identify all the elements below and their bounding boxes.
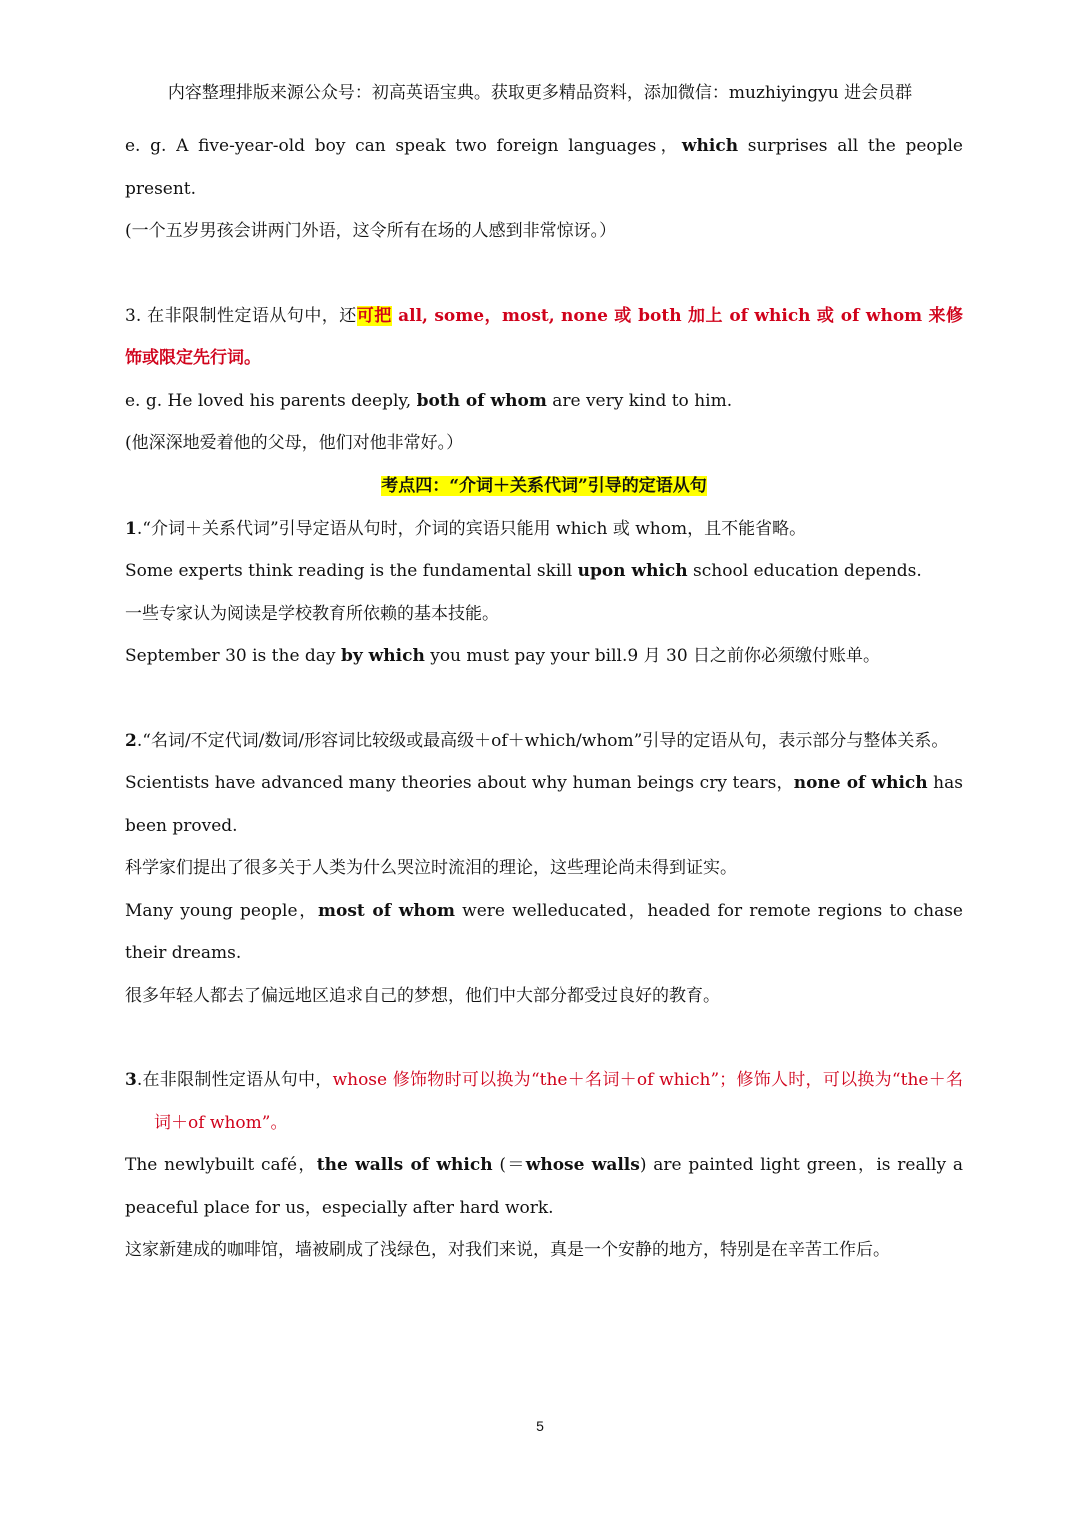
example-sentence: September 30 is the day by which you must pay your bill.9 月 30 日之前你必须缴付账单。 (125, 646, 881, 666)
page-number: 5 (536, 1418, 544, 1434)
example-translation: (他深深地爱着他的父母，他们对他非常好。） (125, 433, 464, 453)
example-translation: 这家新建成的咖啡馆，墙被刷成了浅绿色，对我们来说，真是一个安静的地方，特别是在辛苦工作后。 (125, 1240, 890, 1260)
keyword: most of whom (318, 900, 456, 921)
example-translation: 很多年轻人都去了偏远地区追求自己的梦想，他们中大部分都受过良好的教育。 (125, 985, 720, 1006)
section-4 (125, 465, 963, 1272)
keyword: none of which (793, 773, 928, 793)
point-3: 3.在非限制性定语从句中，whose 修饰物时可以换为“the＋名词＋of which”；修饰人时，可以换为“the＋名词＋of whom”。 (125, 1070, 964, 1133)
keyword: whose walls (525, 1155, 640, 1175)
example-sentence: The newlybuilt café，the walls of which (＝whose walls) are painted light green，is really a peaceful place for us，especially after hard work. (125, 1155, 963, 1218)
example-sentence: Scientists have advanced many theories about why human beings cry tears，none of which has been proved. (125, 773, 963, 836)
example-sentence: e. g. A five-year-old boy can speak two foreign languages，which surprises all the people present. (125, 136, 963, 199)
example-sentence: Some experts think reading is the fundamental skill upon which school education depends. (125, 561, 922, 581)
example-translation: 一些专家认为阅读是学校教育所依赖的基本技能。 (125, 603, 499, 624)
rule-emphasis: whose 修饰物时可以换为“the＋名词＋of which”；修饰人时，可以换为“the＋名词＋of whom”。 (154, 1070, 964, 1133)
previous-section (125, 125, 963, 465)
point-1: 1.“介词＋关系代词”引导定语从句时，介词的宾语只能用 which 或 whom，且不能省略。 (125, 518, 807, 539)
page-header: 内容整理排版来源公众号：初高英语宝典。获取更多精品资料，添加微信：muzhiyingyu 进会员群 (167, 83, 913, 103)
keyword: by which (340, 646, 425, 666)
keyword: the walls of which (316, 1155, 493, 1175)
example-translation: 科学家们提出了很多关于人类为什么哭泣时流泪的理论，这些理论尚未得到证实。 (125, 858, 737, 878)
rule-3: 3. 在非限制性定语从句中，还可把 all, some，most, none 或 both 加上 of which 或 of whom 来修饰或限定先行词。 (125, 305, 964, 368)
keyword: which (681, 136, 739, 156)
keyword: both of whom (416, 390, 547, 411)
example-sentence: e. g. He loved his parents deeply, both of whom are very kind to him. (125, 390, 733, 411)
keyword: upon which (577, 561, 688, 581)
highlighted-text: 可把 (356, 305, 392, 326)
example-sentence: Many young people，most of whom were welleducated，headed for remote regions to chase their dreams. (125, 900, 963, 963)
rule-emphasis: all, some，most, none 或 both 加上 of which 或 of whom 来修饰或限定先行词。 (125, 305, 964, 368)
section-title: 考点四：“介词＋关系代词”引导的定语从句 (381, 476, 707, 496)
point-2: 2.“名词/不定代词/数词/形容词比较级或最高级＋of＋which/whom”引导的定语从句，表示部分与整体关系。 (125, 730, 949, 751)
example-translation: (一个五岁男孩会讲两门外语，这令所有在场的人感到非常惊讶。） (125, 221, 617, 241)
